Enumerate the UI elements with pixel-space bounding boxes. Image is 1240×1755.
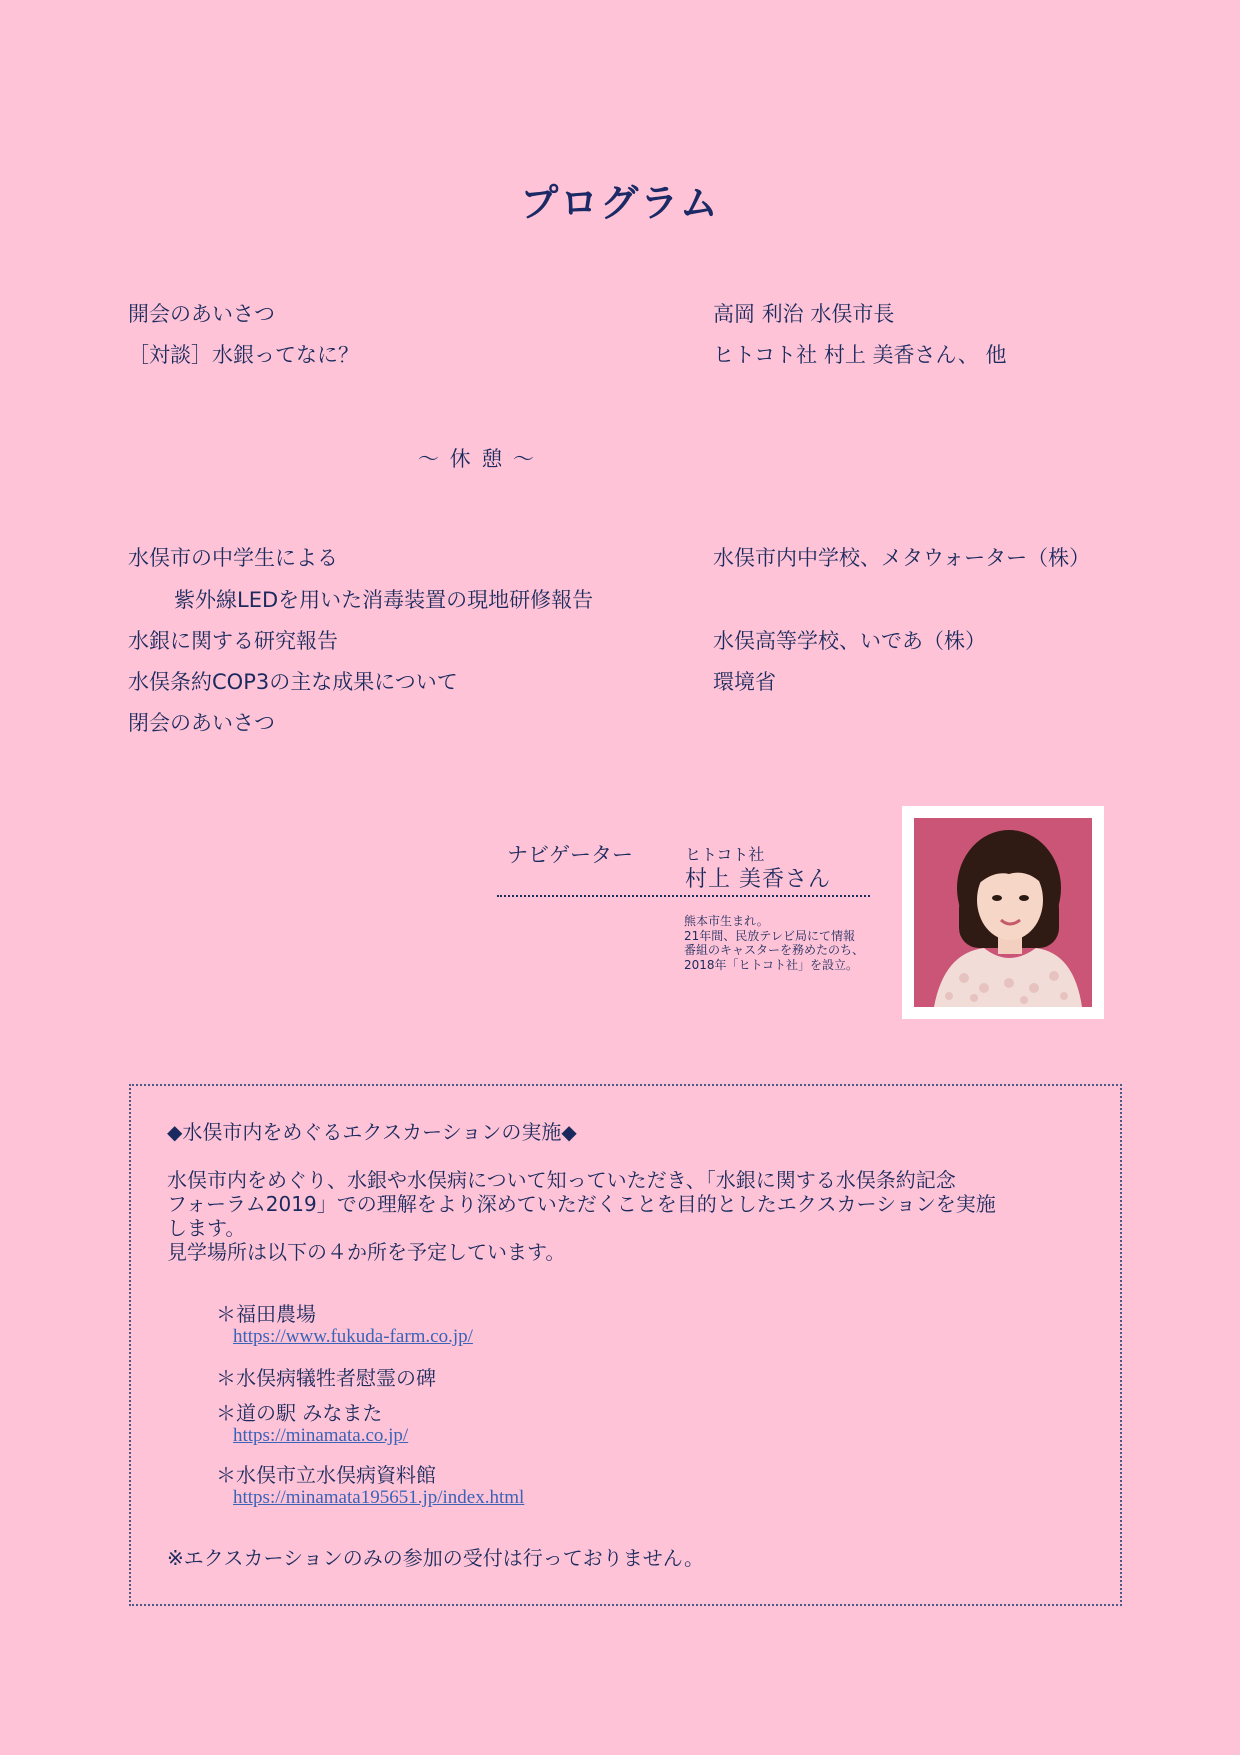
navigator-company: ヒトコト社 — [685, 845, 765, 864]
excursion-place-michinoeki: ＊道の駅 みなまた — [216, 1401, 383, 1425]
program-item-students-line2: 紫外線LEDを用いた消毒装置の現地研修報告 — [174, 588, 594, 612]
program-item-closing: 閉会のあいさつ — [128, 711, 275, 735]
page-title: プログラム — [520, 181, 720, 225]
navigator-bio-line3: 番組のキャスターを務めたのち、 — [684, 943, 865, 957]
excursion-place-memorial: ＊水俣病犠牲者慰霊の碑 — [216, 1366, 436, 1390]
excursion-place-fukuda: ＊福田農場 — [216, 1302, 316, 1326]
program-speaker-dialogue: ヒトコト社 村上 美香さん、 他 — [713, 343, 1007, 367]
excursion-link-museum[interactable]: https://minamata195651.jp/index.html — [233, 1487, 525, 1508]
navigator-bio-line2: 21年間、民放テレビ局にて情報 — [684, 928, 856, 943]
program-item-dialogue: ［対談］水銀ってなに？ — [128, 343, 359, 367]
program-speaker-cop3: 環境省 — [713, 670, 776, 694]
break-label: ～ 休 憩 ～ — [418, 447, 537, 471]
program-speaker-research: 水俣高等学校、いであ（株） — [713, 629, 986, 653]
excursion-note: ※エクスカーションのみの参加の受付は行っておりません。 — [167, 1546, 704, 1570]
program-item-students-line1: 水俣市の中学生による — [128, 546, 338, 570]
program-item-cop3: 水俣条約COP3の主な成果について — [128, 670, 458, 694]
navigator-bio-line1: 熊本市生まれ。 — [684, 914, 769, 928]
program-speaker-opening: 高岡 利治 水俣市長 — [713, 302, 895, 326]
excursion-box — [129, 1084, 1122, 1606]
excursion-description-line3: します。 — [167, 1216, 246, 1240]
excursion-description — [167, 1168, 1067, 1264]
navigator-divider — [497, 895, 870, 897]
excursion-link-michinoeki[interactable]: https://minamata.co.jp/ — [233, 1425, 409, 1446]
navigator-bio-line4: 2018年「ヒトコト社」を設立。 — [684, 957, 859, 972]
navigator-bio — [684, 914, 884, 972]
excursion-description-line2: フォーラム2019」での理解をより深めていただくことを目的としたエクスカーションを実施 — [167, 1192, 996, 1216]
navigator-name: 村上 美香さん — [685, 867, 831, 892]
excursion-description-line1: 水俣市内をめぐり、水銀や水俣病について知っていただき、「水銀に関する水俣条約記念 — [167, 1168, 956, 1192]
excursion-place-museum: ＊水俣市立水俣病資料館 — [216, 1463, 436, 1487]
excursion-link-fukuda[interactable]: https://www.fukuda-farm.co.jp/ — [233, 1326, 473, 1347]
excursion-heading: ◆水俣市内をめぐるエクスカーションの実施◆ — [167, 1120, 577, 1144]
navigator-photo — [914, 818, 1092, 1007]
program-item-research: 水銀に関する研究報告 — [128, 629, 338, 653]
excursion-description-line4: 見学場所は以下の４か所を予定しています。 — [167, 1240, 566, 1264]
navigator-photo-frame — [902, 806, 1104, 1019]
program-speaker-students: 水俣市内中学校、メタウォーター（株） — [713, 546, 1091, 570]
navigator-label: ナビゲーター — [507, 843, 633, 867]
portrait-illustration — [914, 818, 1092, 1007]
program-item-opening: 開会のあいさつ — [128, 302, 275, 326]
